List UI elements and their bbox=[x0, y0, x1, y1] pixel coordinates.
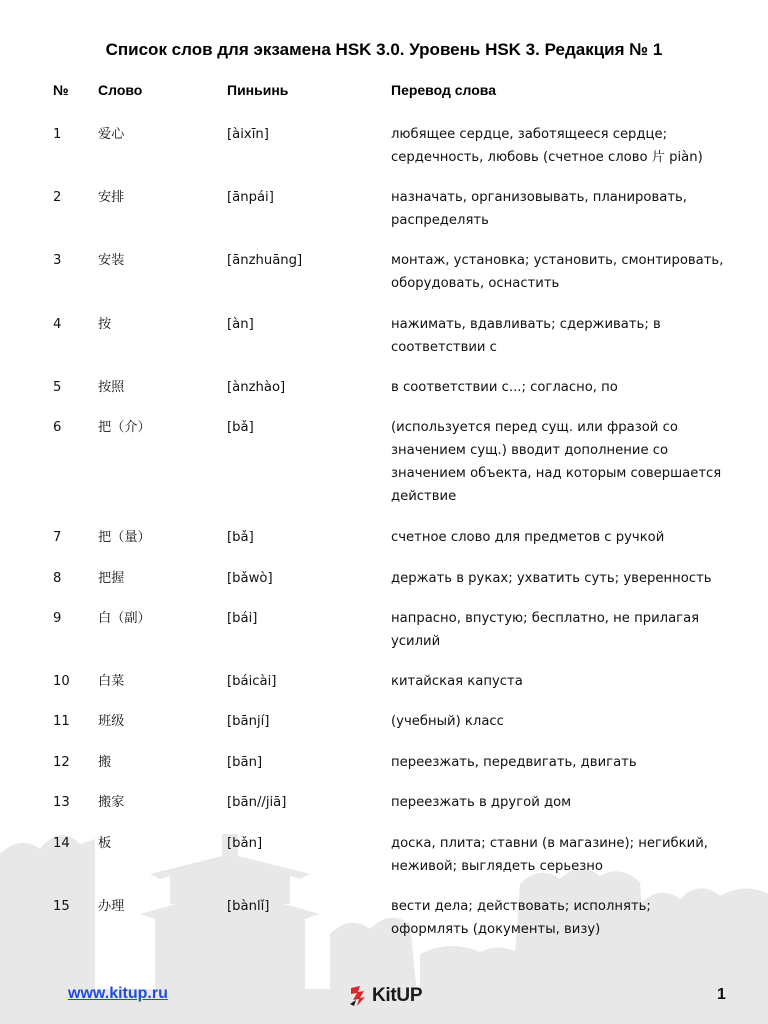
row-word: 安排 bbox=[98, 190, 125, 205]
row-word: 爱心 bbox=[98, 127, 125, 142]
row-pinyin: [àixīn] bbox=[227, 127, 269, 142]
row-word: 安装 bbox=[98, 253, 125, 268]
header-pinyin: Пиньинь bbox=[227, 82, 289, 98]
row-word: 按 bbox=[98, 317, 112, 332]
row-pinyin: [bān//jiā] bbox=[227, 795, 287, 810]
row-number: 4 bbox=[53, 317, 62, 332]
row-pinyin: [bān] bbox=[227, 755, 263, 770]
row-pinyin: [bái] bbox=[227, 611, 258, 626]
row-number: 9 bbox=[53, 611, 62, 626]
header-translation: Перевод слова bbox=[391, 82, 497, 98]
row-translation: монтаж, установка; установить, смонтировать, оборудовать, оснастить bbox=[391, 253, 724, 291]
row-number: 6 bbox=[53, 420, 62, 435]
row-word: 板 bbox=[98, 836, 112, 851]
row-number: 11 bbox=[53, 714, 70, 729]
row-pinyin: [bǎ] bbox=[227, 420, 254, 435]
kitup-logo bbox=[348, 983, 422, 1009]
row-number: 12 bbox=[53, 755, 70, 770]
row-translation: переезжать, передвигать, двигать bbox=[391, 755, 637, 770]
row-pinyin: [bǎ] bbox=[227, 530, 254, 545]
row-translation: назначать, организовывать, планировать, распределять bbox=[391, 190, 687, 228]
row-number: 3 bbox=[53, 253, 62, 268]
row-pinyin: [báicài] bbox=[227, 674, 277, 689]
row-translation: (учебный) класс bbox=[391, 714, 504, 729]
row-number: 8 bbox=[53, 571, 62, 586]
website-link[interactable]: www.kitup.ru bbox=[68, 985, 168, 1002]
row-translation: доска, плита; ставни (в магазине); негибкий, неживой; выглядеть серьезно bbox=[391, 836, 708, 874]
row-word: 按照 bbox=[98, 380, 125, 395]
row-translation: держать в руках; ухватить суть; уверенность bbox=[391, 571, 712, 586]
row-number: 15 bbox=[53, 899, 70, 914]
row-translation: вести дела; действовать; исполнять; оформлять (документы, визу) bbox=[391, 899, 651, 937]
page-number: 1 bbox=[717, 986, 726, 1003]
row-number: 13 bbox=[53, 795, 70, 810]
row-pinyin: [ānpái] bbox=[227, 190, 274, 205]
row-word: 班级 bbox=[98, 714, 125, 729]
row-word: 把（介） bbox=[98, 420, 151, 435]
row-word: 搬家 bbox=[98, 795, 125, 810]
row-pinyin: [ānzhuāng] bbox=[227, 253, 303, 268]
row-translation: нажимать, вдавливать; сдерживать; в соответствии с bbox=[391, 317, 661, 355]
row-number: 7 bbox=[53, 530, 62, 545]
header-number: № bbox=[53, 82, 69, 98]
row-translation: в соответствии с...; согласно, по bbox=[391, 380, 618, 395]
row-translation: любящее сердце, заботящееся сердце; сердечность, любовь (счетное слово 片 piàn) bbox=[391, 127, 703, 165]
row-word: 把握 bbox=[98, 571, 125, 586]
row-word: 把（量） bbox=[98, 530, 151, 545]
row-pinyin: [bǎwò] bbox=[227, 571, 273, 586]
row-pinyin: [bànlǐ] bbox=[227, 899, 270, 914]
row-number: 2 bbox=[53, 190, 62, 205]
row-pinyin: [àn] bbox=[227, 317, 254, 332]
row-word: 搬 bbox=[98, 755, 112, 770]
row-translation: счетное слово для предметов с ручкой bbox=[391, 530, 665, 545]
row-translation: напрасно, впустую; бесплатно, не прилагая усилий bbox=[391, 611, 700, 649]
row-number: 14 bbox=[53, 836, 70, 851]
row-number: 5 bbox=[53, 380, 62, 395]
row-word: 办理 bbox=[98, 899, 125, 914]
row-pinyin: [bānjí] bbox=[227, 714, 270, 729]
row-word: 白菜 bbox=[98, 674, 125, 689]
logo-text: KitUP bbox=[372, 985, 423, 1006]
row-translation: (используется перед сущ. или фразой со значением сущ.) вводит дополнение со значением объекта, над которым совершается действие bbox=[391, 420, 722, 504]
header-word: Слово bbox=[98, 82, 143, 98]
row-number: 10 bbox=[53, 674, 70, 689]
row-word: 白（副） bbox=[98, 611, 151, 626]
row-pinyin: [bǎn] bbox=[227, 836, 263, 851]
row-translation: китайская капуста bbox=[391, 674, 523, 689]
row-pinyin: [ànzhào] bbox=[227, 380, 286, 395]
row-translation: переезжать в другой дом bbox=[391, 795, 572, 810]
kitup-logo-icon bbox=[348, 984, 370, 1008]
row-number: 1 bbox=[53, 127, 62, 142]
document-title: Список слов для экзамена HSK 3.0. Уровень HSK 3. Редакция № 1 bbox=[105, 40, 663, 59]
